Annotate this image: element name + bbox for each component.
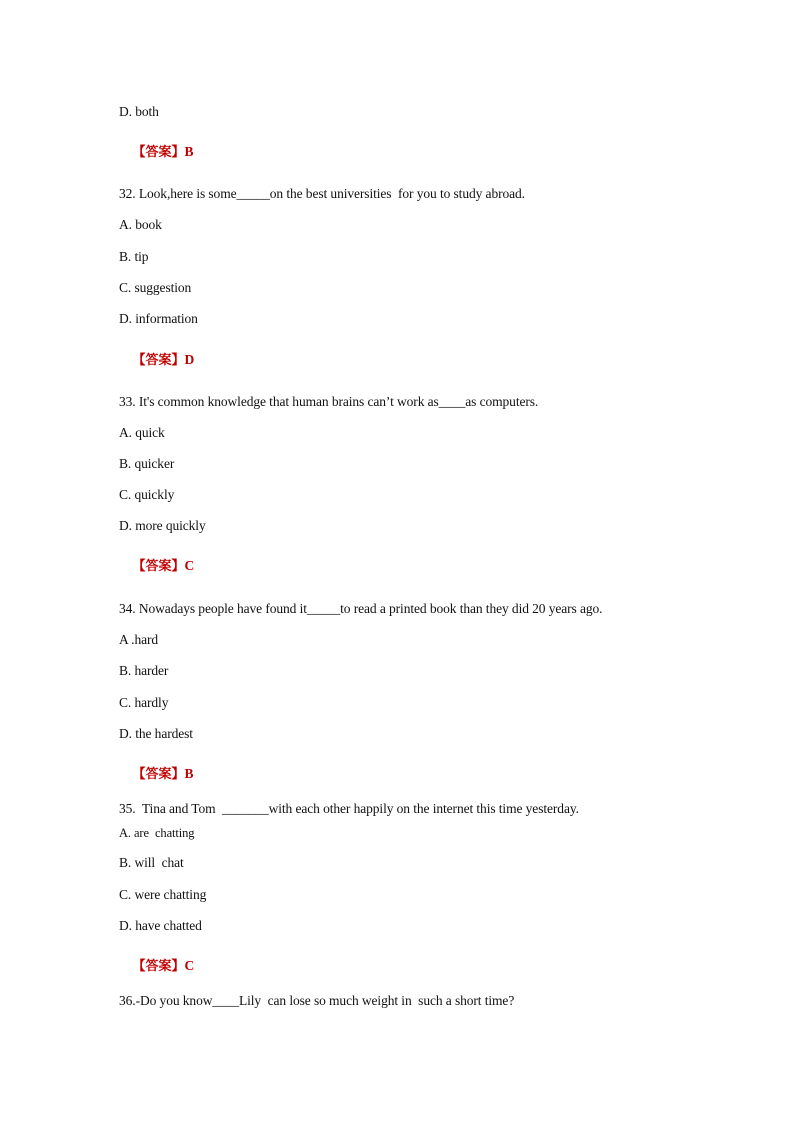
q32-question: 32. Look,here is some_____on the best universities for you to study abroad. xyxy=(119,186,525,201)
q32-answer-value: D xyxy=(184,352,195,367)
q32-option-c: C. suggestion xyxy=(119,280,192,295)
q35-question: 35. Tina and Tom _______with each other happily on the internet this time yesterday. xyxy=(119,801,579,816)
q36-question: 36.-Do you know____Lily can lose so much weight in such a short time? xyxy=(119,993,515,1008)
q33-answer-label: 【答案】 xyxy=(132,559,185,574)
q34-answer-value: B xyxy=(184,766,194,781)
q34-question: 34. Nowadays people have found it_____to read a printed book than they did 20 years ago. xyxy=(119,601,603,616)
q35-option-a: A. are chatting xyxy=(119,826,195,840)
q33-option-c: C. quickly xyxy=(119,487,175,502)
q32-option-d: D. information xyxy=(119,311,198,326)
q34-option-d: D. the hardest xyxy=(119,726,193,741)
q33-option-a: A. quick xyxy=(119,425,165,440)
q32-option-a: A. book xyxy=(119,217,162,232)
q33-question: 33. It's common knowledge that human brains can’t work as____as computers. xyxy=(119,394,539,409)
q32-answer-label: 【答案】 xyxy=(132,353,185,368)
q31-option-d: D. both xyxy=(119,104,159,119)
q35-option-b: B. will chat xyxy=(119,855,184,870)
q33-option-b: B. quicker xyxy=(119,456,175,471)
q33-answer-value: C xyxy=(184,558,195,573)
q35-answer xyxy=(119,942,194,991)
q35-option-c: C. were chatting xyxy=(119,887,207,902)
q35-answer-value: C xyxy=(184,958,195,973)
q35-answer-label: 【答案】 xyxy=(132,959,185,974)
q31-answer-label: 【答案】 xyxy=(132,145,185,160)
q33-option-d: D. more quickly xyxy=(119,518,206,533)
q33-answer xyxy=(119,542,194,591)
q34-answer xyxy=(119,750,194,799)
q34-answer-label: 【答案】 xyxy=(132,767,185,782)
q35-option-d: D. have chatted xyxy=(119,918,202,933)
q34-option-b: B. harder xyxy=(119,663,169,678)
q31-answer xyxy=(119,128,194,177)
q32-option-b: B. tip xyxy=(119,249,149,264)
q34-option-c: C. hardly xyxy=(119,695,169,710)
q34-option-a: A .hard xyxy=(119,632,159,647)
q31-answer-value: B xyxy=(184,144,194,159)
q32-answer xyxy=(119,336,194,385)
